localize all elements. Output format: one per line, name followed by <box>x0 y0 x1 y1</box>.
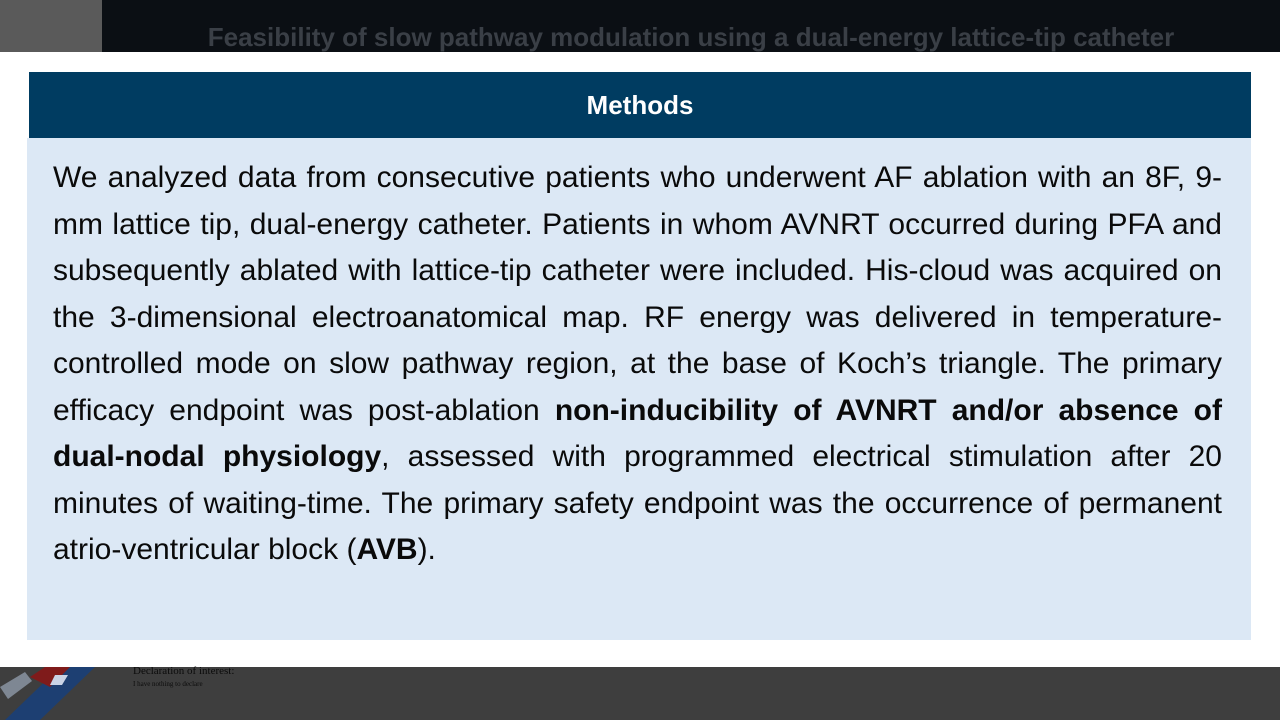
methods-text-segment: , assessed with programmed electrical stimulation after 20 minutes of waiting-time. The primary safety endpoint was the occurrence of permanent atrio-ventricular block ( <box>53 440 1222 566</box>
methods-title: Methods <box>586 89 694 120</box>
avb-emphasis: AVB <box>356 533 418 566</box>
efficacy-endpoint-emphasis: non-inducibility of AVNRT and/or absence of dual-nodal physiology <box>53 393 1222 473</box>
declaration-heading: Declaration of interest: <box>133 665 235 677</box>
methods-text-segment: We analyzed data from consecutive patients who underwent AF ablation with an 8F, 9-mm lattice tip, dual-energy catheter. Patients in whom AVNRT occurred during PFA and subsequently ablated with lattice-tip catheter were included. His-cloud was acquired on the 3-dimensional electroanatomical map. RF energy was delivered in temperature-controlled mode on slow pathway region, at the base of Koch’s triangle. The primary efficacy endpoint was post-ablation <box>53 161 1222 427</box>
declaration-text: I have nothing to declare <box>133 680 203 688</box>
methods-paragraph <box>53 155 1222 574</box>
methods-text-segment: ). <box>417 533 436 566</box>
title-bar-left-block <box>0 0 102 52</box>
footer-logo <box>0 667 100 720</box>
slide-title: Feasibility of slow pathway modulation using a dual-energy lattice-tip catheter <box>207 22 1175 52</box>
methods-header <box>29 72 1251 138</box>
logo-graphic <box>0 667 100 720</box>
